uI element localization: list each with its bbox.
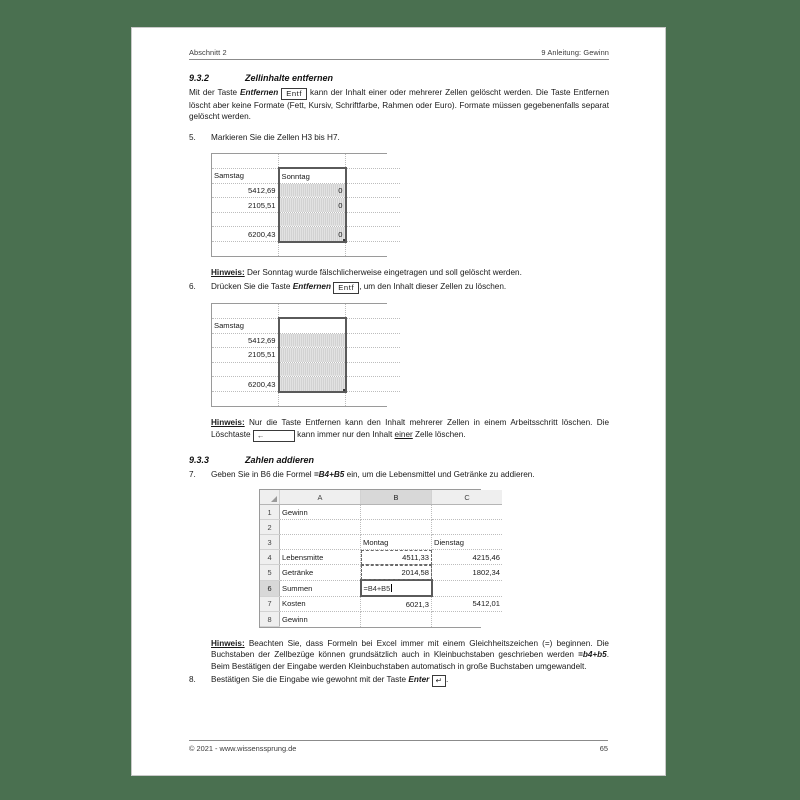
note-3-text-a: Beachten Sie, dass Formeln bei Excel immer mit einem Gleichheitszeichen (=) beginnen. Die Buchstaben der Zellbezüge können grundsätzlich auch in Kleinbuchstaben geschrieben werden <box>211 639 609 660</box>
table-row <box>212 168 400 183</box>
table-row <box>212 227 400 242</box>
header-left-text: Abschnitt 2 <box>189 48 227 57</box>
t2-cell-r2c3[interactable] <box>346 318 401 333</box>
table-row <box>212 183 400 198</box>
t2-cell-r1c2[interactable] <box>279 304 346 319</box>
step-5 <box>189 132 609 143</box>
t2-cell-r5c1[interactable] <box>212 362 279 377</box>
header-right-text: 9 Anleitung: Gewinn <box>541 48 609 57</box>
section-title-933: Zahlen addieren <box>245 454 315 465</box>
step-8-post: . <box>445 675 449 685</box>
t2-cell-value-2105-51[interactable]: 2105,51 <box>212 348 279 363</box>
cell-r3c3[interactable] <box>346 183 401 198</box>
cell-a1[interactable]: Gewinn <box>280 505 361 520</box>
t2-cell-r7c3[interactable] <box>346 392 401 407</box>
enter-key: ↵ <box>432 675 446 687</box>
table-row <box>212 333 400 348</box>
cell-b2[interactable] <box>361 520 432 535</box>
cell-a7-kosten[interactable]: Kosten <box>280 596 361 612</box>
entf-key-b: Entf <box>333 282 359 294</box>
step-7-post: ein, um die Lebensmittel und Getränke zu addieren. <box>344 469 535 479</box>
main-sheet-table <box>260 490 502 627</box>
table-row <box>212 348 400 363</box>
section-number-933: 9.3.3 <box>189 454 210 465</box>
cell-samstag-header[interactable]: Samstag <box>212 168 279 183</box>
step-8 <box>189 674 609 687</box>
table-row <box>260 565 502 581</box>
t2-cell-cleared-c[interactable] <box>279 362 346 377</box>
column-header-b[interactable]: B <box>361 490 432 505</box>
t2-cell-value-5412-69[interactable]: 5412,69 <box>212 333 279 348</box>
step-8-text <box>211 674 609 687</box>
note-2-label: Hinweis: <box>211 418 245 428</box>
row-header-5[interactable]: 5 <box>260 565 280 581</box>
snippet-2-table <box>212 304 400 407</box>
cell-a2[interactable] <box>280 520 361 535</box>
table-row <box>260 612 502 627</box>
t2-cell-cleared-a[interactable] <box>279 333 346 348</box>
cell-r7c2[interactable] <box>279 242 346 257</box>
note-2-text-a: Nur die Taste Entfernen kann den Inhalt mehrerer Zellen in einem Arbeitsschritt löschen. Die Löschtaste <box>211 418 609 439</box>
step-5-text: Markieren Sie die Zellen H3 bis H7. <box>211 133 340 143</box>
cell-b5[interactable]: 2014,58 <box>361 565 432 581</box>
step-6-number: 6. <box>189 281 196 291</box>
t2-cell-r5c3[interactable] <box>346 362 401 377</box>
t2-cell-samstag-header[interactable]: Samstag <box>212 318 279 333</box>
section-heading-933 <box>189 455 609 465</box>
cell-c3-dienstag[interactable]: Dienstag <box>432 535 503 550</box>
row-header-7[interactable]: 7 <box>260 596 280 612</box>
section-932-intro-paragraph <box>189 87 609 122</box>
cell-b6-formula-text: =B4+B5 <box>363 583 391 593</box>
cell-r5c3[interactable] <box>346 212 401 227</box>
entfernen-bold-a: Entfernen <box>240 88 279 97</box>
formula-bold-lowercase: =b4+b5 <box>578 650 607 660</box>
column-header-a[interactable]: A <box>280 490 361 505</box>
cell-r1c1[interactable] <box>212 154 279 169</box>
cell-b3-montag[interactable]: Montag <box>361 535 432 550</box>
section-title-932: Zellinhalte entfernen <box>245 73 334 83</box>
table-row <box>212 198 400 213</box>
cell-value-6200-43[interactable]: 6200,43 <box>212 227 279 242</box>
intro-text-b: kann der Inhalt einer oder mehrerer Zellen gelöscht werden. Die Taste Entfernen löscht aber keine Formate (Fett, Kursiv, Schriftfarbe, Rahmen oder Euro). Formate müssen gegebenenfalls separat gelöscht werden. <box>189 88 610 122</box>
spreadsheet-snippet-1 <box>211 153 387 258</box>
page-number: 65 <box>599 744 608 753</box>
cell-r7c1[interactable] <box>212 242 279 257</box>
cell-sonntag-header[interactable]: Sonntag <box>279 168 346 183</box>
cell-c8[interactable] <box>432 612 503 627</box>
spreadsheet-main <box>259 489 500 628</box>
column-header-row <box>260 490 502 505</box>
intro-text-a: Mit der Taste <box>189 88 241 97</box>
t2-cell-r3c3[interactable] <box>346 333 401 348</box>
entf-key-a: Entf <box>281 88 307 100</box>
step-7 <box>189 469 609 480</box>
note-1-label: Hinweis: <box>211 268 245 278</box>
backspace-key: ← <box>253 430 295 442</box>
note-2-text-c: Zelle löschen. <box>412 429 466 439</box>
t2-cell-r7c2[interactable] <box>279 392 346 407</box>
t2-cell-cleared-d[interactable] <box>279 377 346 392</box>
t2-cell-value-6200-43[interactable]: 6200,43 <box>212 377 279 392</box>
t2-cell-cleared-b[interactable] <box>279 348 346 363</box>
table-row <box>212 362 400 377</box>
formula-bold-b4b5: =B4+B5 <box>313 469 345 479</box>
select-all-corner-icon[interactable] <box>260 490 280 505</box>
cell-b6-formula-editing[interactable] <box>361 580 432 596</box>
step-6-pre: Drücken Sie die Taste <box>211 281 293 291</box>
table-row <box>260 505 502 520</box>
cell-c4[interactable]: 4215,46 <box>432 550 503 565</box>
t2-cell-r1c3[interactable] <box>346 304 401 319</box>
cell-b8[interactable] <box>361 612 432 627</box>
snippet-1-table <box>212 154 400 257</box>
page-content <box>189 48 609 687</box>
cell-b4[interactable]: 4511,33 <box>361 550 432 565</box>
section-number-932: 9.3.2 <box>189 73 210 83</box>
t2-cell-r7c1[interactable] <box>212 392 279 407</box>
step-6-post: , um den Inhalt dieser Zellen zu löschen. <box>359 281 507 291</box>
column-header-c[interactable]: C <box>432 490 503 505</box>
cell-r6c3[interactable] <box>346 227 401 242</box>
table-row <box>212 318 400 333</box>
cell-c5[interactable]: 1802,34 <box>432 565 503 581</box>
cell-value-5412-69[interactable]: 5412,69 <box>212 183 279 198</box>
cell-a8-gewinn[interactable]: Gewinn <box>280 612 361 627</box>
note-2-text-b: kann immer nur den Inhalt <box>294 429 395 439</box>
cell-sonntag-empty[interactable] <box>279 212 346 227</box>
cell-r7c3[interactable] <box>346 242 401 257</box>
text-cursor <box>391 584 392 592</box>
enter-bold: Enter <box>408 675 430 685</box>
table-row <box>212 212 400 227</box>
section-heading-932 <box>189 73 609 83</box>
table-row <box>212 304 400 319</box>
table-row <box>212 242 400 257</box>
cell-sonntag-0-b[interactable]: 0 <box>279 198 346 213</box>
note-1-text: Der Sonntag wurde fälschlicherweise eingetragen und soll gelöscht werden. <box>244 268 522 278</box>
entfernen-bold-b: Entfernen <box>292 281 331 291</box>
row-header-6[interactable]: 6 <box>260 580 280 596</box>
t2-cell-r6c3[interactable] <box>346 377 401 392</box>
table-row <box>260 580 502 596</box>
cell-r4c3[interactable] <box>346 198 401 213</box>
cell-r5c1[interactable] <box>212 212 279 227</box>
cell-c1[interactable] <box>432 505 503 520</box>
t2-cell-r1c1[interactable] <box>212 304 279 319</box>
cell-a4-lebensmittel[interactable]: Lebensmitte <box>280 550 361 565</box>
step-8-pre: Bestätigen Sie die Eingabe wie gewohnt mit der Taste <box>211 675 409 685</box>
table-row <box>260 520 502 535</box>
page-footer <box>189 740 608 753</box>
table-row <box>212 154 400 169</box>
step-6-text <box>211 281 609 294</box>
table-row <box>212 377 400 392</box>
note-3-text-b: . Beim Bestätigen der Eingabe werden Kleinbuchstaben automatisch in große Buchstaben umgewandelt. <box>211 650 609 671</box>
step-8-number: 8. <box>189 675 196 685</box>
step-7-text <box>211 469 609 480</box>
t2-cell-r4c3[interactable] <box>346 348 401 363</box>
row-header-1[interactable]: 1 <box>260 505 280 520</box>
step-7-number: 7. <box>189 469 196 479</box>
note-3 <box>211 638 609 672</box>
table-row <box>260 535 502 550</box>
running-header <box>189 48 609 60</box>
row-header-4[interactable]: 4 <box>260 550 280 565</box>
note-3-label: Hinweis: <box>211 639 245 649</box>
table-row <box>260 596 502 612</box>
cell-r1c2[interactable] <box>279 154 346 169</box>
cell-c7[interactable]: 5412,01 <box>432 596 503 612</box>
note-2 <box>211 417 609 441</box>
note-1 <box>211 267 609 278</box>
cell-c6[interactable] <box>432 580 503 596</box>
cell-a6-summen[interactable]: Summen <box>280 580 361 596</box>
step-7-pre: Geben Sie in B6 die Formel <box>211 469 314 479</box>
cell-c2[interactable] <box>432 520 503 535</box>
cell-b1[interactable] <box>361 505 432 520</box>
spreadsheet-snippet-2 <box>211 303 387 408</box>
row-header-3[interactable]: 3 <box>260 535 280 550</box>
cell-sonntag-0-a[interactable]: 0 <box>279 183 346 198</box>
note-2-underline-einer: einer <box>394 429 413 439</box>
cell-sonntag-0-c[interactable]: 0 <box>279 227 346 242</box>
t2-cell-sonntag-cleared-header[interactable] <box>279 318 346 333</box>
document-page <box>132 28 665 775</box>
cell-b7[interactable]: 6021,3 <box>361 596 432 612</box>
cell-a3[interactable] <box>280 535 361 550</box>
table-row <box>212 392 400 407</box>
row-header-8[interactable]: 8 <box>260 612 280 627</box>
step-5-number: 5. <box>189 133 196 143</box>
row-header-2[interactable]: 2 <box>260 520 280 535</box>
footer-copyright: © 2021 - www.wissenssprung.de <box>189 744 297 753</box>
cell-a5-getraenke[interactable]: Getränke <box>280 565 361 581</box>
cell-r1c3[interactable] <box>346 154 401 169</box>
step-6 <box>189 281 609 294</box>
cell-r2c3[interactable] <box>346 168 401 183</box>
cell-value-2105-51[interactable]: 2105,51 <box>212 198 279 213</box>
table-row <box>260 550 502 565</box>
